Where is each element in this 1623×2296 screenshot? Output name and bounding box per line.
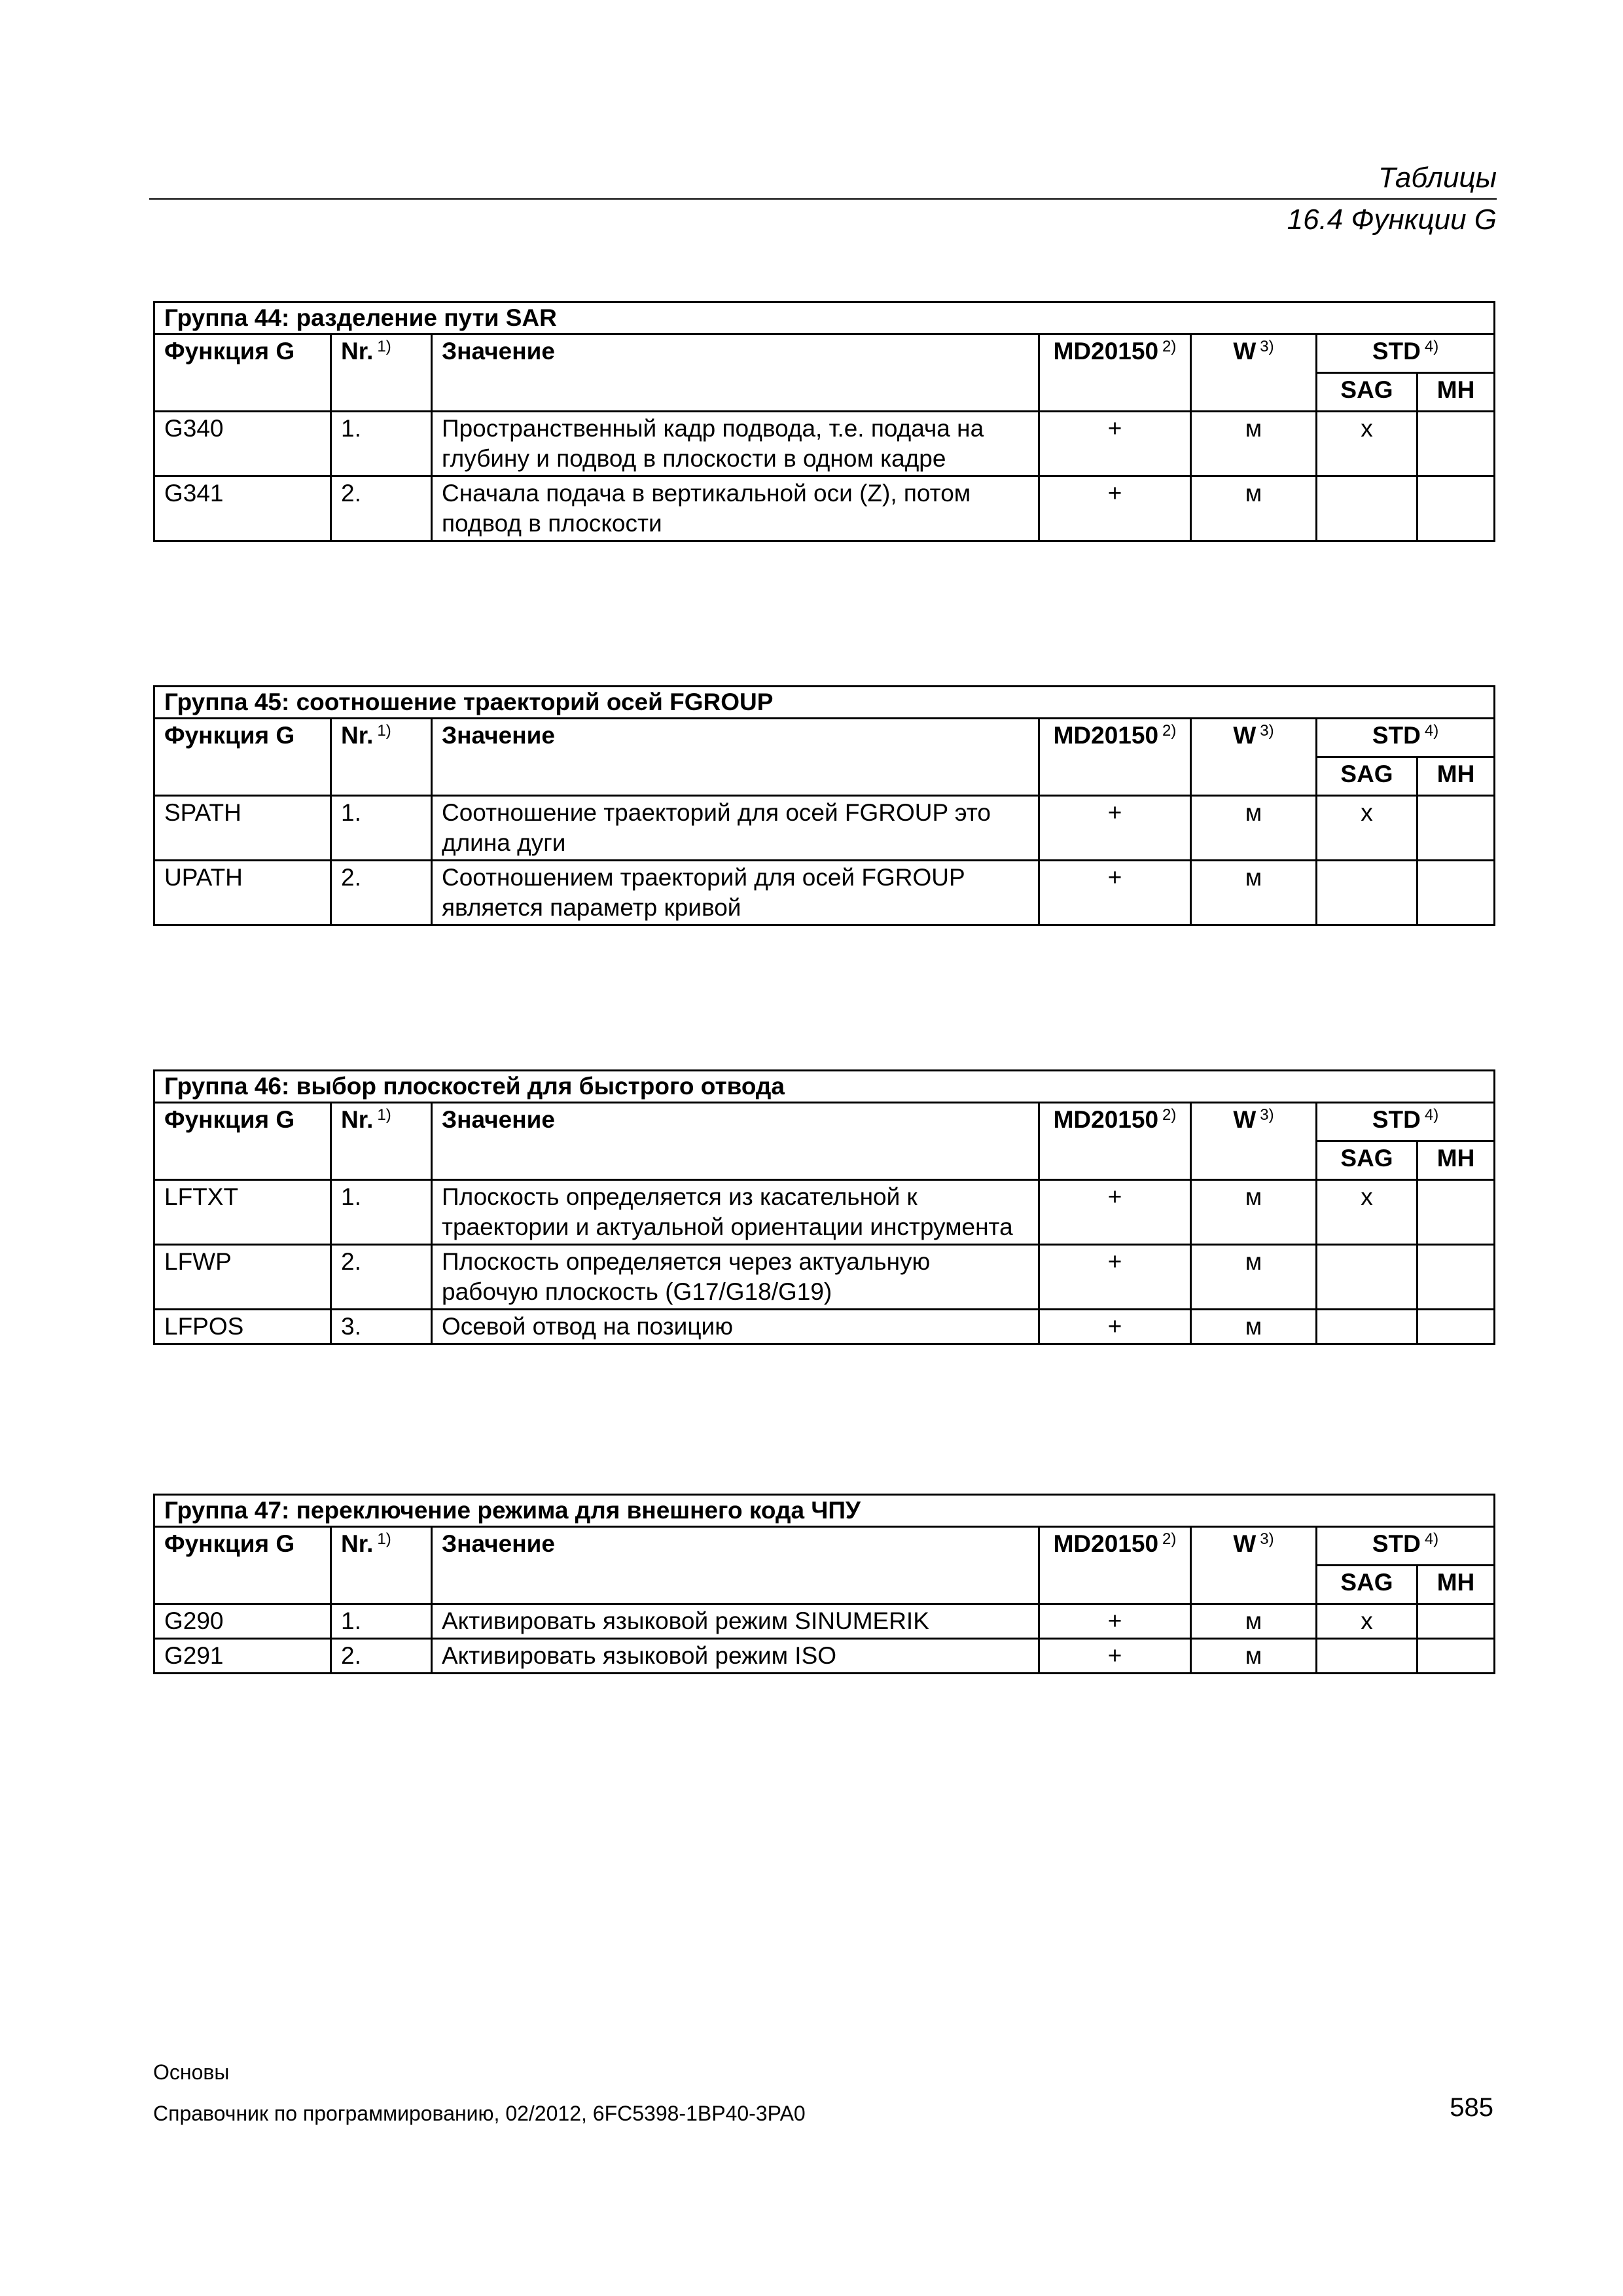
group-table — [153, 1494, 1495, 1674]
cell-nr: 1. — [331, 412, 432, 476]
cell-meaning: Плоскость определяется из касательной к траектории и актуальной ориентации инструмента — [432, 1180, 1039, 1245]
cell-meaning: Плоскость определяется через актуальную рабочую плоскость (G17/G18/G19) — [432, 1245, 1039, 1310]
cell-meaning: Соотношение траекторий для осей FGROUP это длина дуги — [432, 796, 1039, 861]
cell-md20150: + — [1039, 1245, 1191, 1310]
col-header-meaning-text: Значение — [442, 1106, 555, 1133]
col-header-w-text: W — [1233, 338, 1257, 365]
col-header-nr-text: Nr. — [341, 1106, 374, 1133]
col-header-nr-text: Nr. — [341, 1530, 374, 1557]
cell-w: м — [1191, 796, 1317, 861]
col-header-md20150-text: MD20150 — [1053, 338, 1159, 365]
cell-md20150: + — [1039, 1180, 1191, 1245]
column-header-row — [154, 334, 1495, 373]
group-table — [153, 685, 1495, 926]
cell-sag: x — [1317, 796, 1418, 861]
col-header-meaning — [432, 334, 1039, 412]
cell-w: м — [1191, 1310, 1317, 1344]
col-header-nr — [331, 1103, 432, 1180]
col-header-md20150 — [1039, 1103, 1191, 1180]
col-header-md20150 — [1039, 719, 1191, 796]
cell-w: м — [1191, 1639, 1317, 1674]
col-header-sag: SAG — [1317, 1141, 1418, 1180]
cell-w: м — [1191, 1604, 1317, 1639]
col-header-std — [1317, 1527, 1495, 1566]
col-header-function-text: Функция G — [164, 1106, 295, 1133]
col-header-w — [1191, 719, 1317, 796]
cell-meaning: Осевой отвод на позицию — [432, 1310, 1039, 1344]
column-header-row — [154, 719, 1495, 757]
footnote-ref: 1) — [377, 1530, 391, 1548]
col-header-md20150-text: MD20150 — [1053, 722, 1159, 749]
col-header-std-text: STD — [1372, 338, 1421, 365]
cell-md20150: + — [1039, 796, 1191, 861]
col-header-sag: SAG — [1317, 373, 1418, 412]
cell-nr: 1. — [331, 796, 432, 861]
cell-function: LFPOS — [154, 1310, 331, 1344]
cell-function: G290 — [154, 1604, 331, 1639]
col-header-std-text: STD — [1372, 1530, 1421, 1557]
col-header-md20150 — [1039, 1527, 1191, 1604]
footnote-ref: 4) — [1424, 722, 1439, 740]
col-header-md20150 — [1039, 334, 1191, 412]
col-header-nr — [331, 1527, 432, 1604]
col-header-std — [1317, 334, 1495, 373]
col-header-std-text: STD — [1372, 1106, 1421, 1133]
cell-w: м — [1191, 1180, 1317, 1245]
cell-mh — [1418, 1639, 1495, 1674]
cell-sag — [1317, 1310, 1418, 1344]
col-header-function — [154, 1103, 331, 1180]
col-header-nr — [331, 719, 432, 796]
footnote-ref: 4) — [1424, 1106, 1439, 1124]
column-header-row — [154, 1103, 1495, 1141]
cell-function: LFTXT — [154, 1180, 331, 1245]
cell-mh — [1418, 476, 1495, 541]
cell-md20150: + — [1039, 412, 1191, 476]
col-header-meaning — [432, 719, 1039, 796]
cell-md20150: + — [1039, 1639, 1191, 1674]
cell-function: G341 — [154, 476, 331, 541]
cell-sag — [1317, 1245, 1418, 1310]
cell-mh — [1418, 1245, 1495, 1310]
col-header-w — [1191, 334, 1317, 412]
col-header-nr-text: Nr. — [341, 338, 374, 365]
col-header-w-text: W — [1233, 1106, 1257, 1133]
table-row — [154, 412, 1495, 476]
group-table — [153, 301, 1495, 542]
table-row — [154, 1604, 1495, 1639]
chapter-title: Таблицы — [1378, 162, 1497, 194]
cell-mh — [1418, 1180, 1495, 1245]
footnote-ref: 3) — [1260, 338, 1274, 355]
cell-meaning: Активировать языковой режим ISO — [432, 1639, 1039, 1674]
col-header-function-text: Функция G — [164, 1530, 295, 1557]
col-header-w — [1191, 1103, 1317, 1180]
footnote-ref: 3) — [1260, 1530, 1274, 1548]
cell-md20150: + — [1039, 1310, 1191, 1344]
group-title-row — [154, 302, 1495, 334]
cell-md20150: + — [1039, 476, 1191, 541]
cell-md20150: + — [1039, 861, 1191, 925]
table-row — [154, 1639, 1495, 1674]
cell-w: м — [1191, 861, 1317, 925]
cell-function: G291 — [154, 1639, 331, 1674]
group-table — [153, 1069, 1495, 1345]
cell-nr: 1. — [331, 1180, 432, 1245]
group-title-row — [154, 687, 1495, 719]
cell-sag — [1317, 476, 1418, 541]
footnote-ref: 2) — [1162, 722, 1177, 740]
footnote-ref: 1) — [377, 1106, 391, 1124]
col-header-function-text: Функция G — [164, 338, 295, 365]
group-title: Группа 45: соотношение траекторий осей FGROUP — [154, 687, 1495, 719]
col-header-meaning — [432, 1103, 1039, 1180]
col-header-function-text: Функция G — [164, 722, 295, 749]
group-title: Группа 47: переключение режима для внешнего кода ЧПУ — [154, 1495, 1495, 1527]
table-row — [154, 1180, 1495, 1245]
cell-w: м — [1191, 476, 1317, 541]
footer-reference: Справочник по программированию, 02/2012, 6FC5398-1BP40-3PA0 — [153, 2102, 806, 2125]
cell-w: м — [1191, 1245, 1317, 1310]
table-row — [154, 861, 1495, 925]
header-rule — [149, 198, 1497, 200]
col-header-meaning — [432, 1527, 1039, 1604]
cell-sag — [1317, 861, 1418, 925]
group-title: Группа 44: разделение пути SAR — [154, 302, 1495, 334]
cell-meaning: Соотношением траекторий для осей FGROUP является параметр кривой — [432, 861, 1039, 925]
cell-sag: x — [1317, 1604, 1418, 1639]
col-header-meaning-text: Значение — [442, 338, 555, 365]
table-row — [154, 796, 1495, 861]
col-header-mh: MH — [1418, 373, 1495, 412]
column-header-row — [154, 1527, 1495, 1566]
cell-mh — [1418, 1310, 1495, 1344]
footnote-ref: 4) — [1424, 1530, 1439, 1548]
table-row — [154, 476, 1495, 541]
footnote-ref: 2) — [1162, 1106, 1177, 1124]
col-header-meaning-text: Значение — [442, 1530, 555, 1557]
group-title-row — [154, 1071, 1495, 1103]
group-title-row — [154, 1495, 1495, 1527]
footnote-ref: 4) — [1424, 338, 1439, 355]
col-header-nr — [331, 334, 432, 412]
col-header-meaning-text: Значение — [442, 722, 555, 749]
footnote-ref: 1) — [377, 338, 391, 355]
col-header-w — [1191, 1527, 1317, 1604]
col-header-md20150-text: MD20150 — [1053, 1106, 1159, 1133]
col-header-md20150-text: MD20150 — [1053, 1530, 1159, 1557]
cell-nr: 1. — [331, 1604, 432, 1639]
cell-md20150: + — [1039, 1604, 1191, 1639]
col-header-sag: SAG — [1317, 1566, 1418, 1604]
cell-nr: 2. — [331, 1639, 432, 1674]
col-header-function — [154, 719, 331, 796]
cell-w: м — [1191, 412, 1317, 476]
footnote-ref: 3) — [1260, 722, 1274, 740]
cell-sag: x — [1317, 1180, 1418, 1245]
cell-mh — [1418, 861, 1495, 925]
cell-nr: 2. — [331, 476, 432, 541]
col-header-mh: MH — [1418, 757, 1495, 796]
cell-sag — [1317, 1639, 1418, 1674]
col-header-sag: SAG — [1317, 757, 1418, 796]
table-row — [154, 1310, 1495, 1344]
col-header-mh: MH — [1418, 1566, 1495, 1604]
col-header-w-text: W — [1233, 1530, 1257, 1557]
footnote-ref: 1) — [377, 722, 391, 740]
group-title: Группа 46: выбор плоскостей для быстрого отвода — [154, 1071, 1495, 1103]
table-row — [154, 1245, 1495, 1310]
cell-function: SPATH — [154, 796, 331, 861]
cell-nr: 3. — [331, 1310, 432, 1344]
col-header-std-text: STD — [1372, 722, 1421, 749]
cell-nr: 2. — [331, 1245, 432, 1310]
footnote-ref: 2) — [1162, 1530, 1177, 1548]
cell-function: UPATH — [154, 861, 331, 925]
section-title: 16.4 Функции G — [1287, 204, 1497, 236]
col-header-w-text: W — [1233, 722, 1257, 749]
col-header-nr-text: Nr. — [341, 722, 374, 749]
cell-mh — [1418, 796, 1495, 861]
col-header-function — [154, 1527, 331, 1604]
col-header-std — [1317, 1103, 1495, 1141]
cell-mh — [1418, 412, 1495, 476]
col-header-function — [154, 334, 331, 412]
cell-meaning: Пространственный кадр подвода, т.е. подача на глубину и подвод в плоскости в одном кадре — [432, 412, 1039, 476]
cell-function: G340 — [154, 412, 331, 476]
cell-meaning: Сначала подача в вертикальной оси (Z), потом подвод в плоскости — [432, 476, 1039, 541]
cell-nr: 2. — [331, 861, 432, 925]
cell-sag: x — [1317, 412, 1418, 476]
footer-doc-title: Основы — [153, 2060, 230, 2084]
cell-function: LFWP — [154, 1245, 331, 1310]
col-header-mh: MH — [1418, 1141, 1495, 1180]
footnote-ref: 3) — [1260, 1106, 1274, 1124]
cell-mh — [1418, 1604, 1495, 1639]
cell-meaning: Активировать языковой режим SINUMERIK — [432, 1604, 1039, 1639]
col-header-std — [1317, 719, 1495, 757]
page-number: 585 — [1450, 2093, 1493, 2122]
footnote-ref: 2) — [1162, 338, 1177, 355]
